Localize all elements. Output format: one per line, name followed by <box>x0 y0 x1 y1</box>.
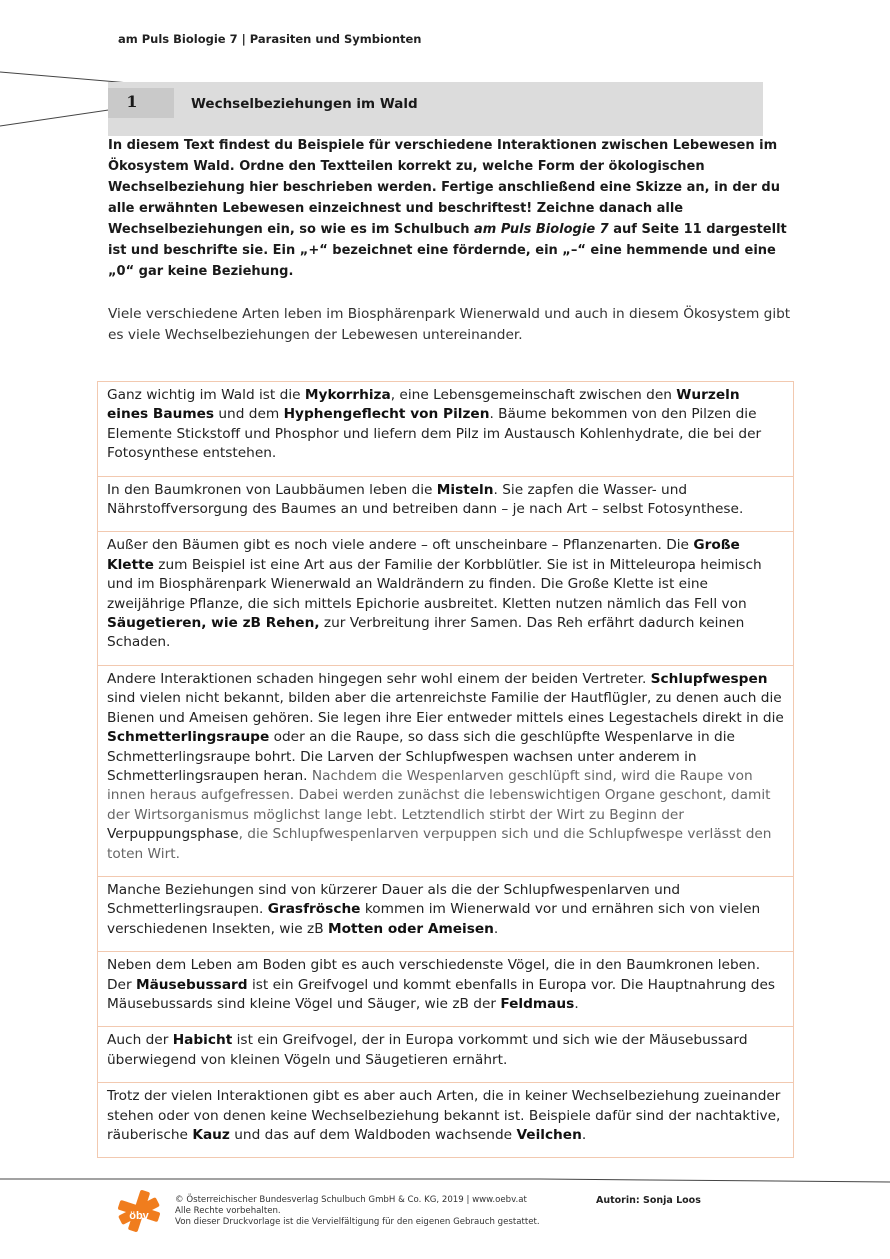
passage-maeusebussard: Neben dem Leben am Boden gibt es auch verschiedenste Vögel, die in den Baumkronen leben. Der Mäusebussard ist ein Greifvogel und kommt ebenfalls in Europa vor. Die Hauptnahrung des Mäusebussards sind kleine Vögel und Säuger, wie zB der Feldmaus. <box>98 952 794 1027</box>
author-credit: Autorin: Sonja Loos <box>596 1195 701 1206</box>
passage-misteln: In den Baumkronen von Laubbäumen leben die Misteln. Sie zapfen die Wasser- und Nährstoffversorgung des Baumes an und betreiben dann – je nach Art – selbst Fotosynthese. <box>98 476 794 532</box>
passage-schlupfwespen: Andere Interaktionen schaden hingegen sehr wohl einem der beiden Vertreter. Schlupfwespen sind vielen nicht bekannt, bilden aber die artenreichste Familie der Hautflügler, zu denen auch die Bienen und Ameisen gehören. Sie legen ihre Eier entweder mittels eines Legestachels direkt in die Schmetterlingsraupe oder an die Raupe, so dass sich die geschlüpfte Wespenlarve in die Schmetterlingsraupe bohrt. Die Larven der Schlupfwespen wachsen unter anderem in Schmetterlingsraupen heran. Nachdem die Wespenlarven geschlüpft sind, wird die Raupe von innen heraus aufgefressen. Dabei werden zunächst die lebenswichtigen Organe geschont, damit der Wirtsorganismus möglichst lange lebt. Letztendlich stirbt der Wirt zu Beginn der Verpuppungsphase, die Schlupfwespenlarven verpuppen sich und die Schlupfwespe verlässt den toten Wirt. <box>98 665 794 876</box>
oebv-logo <box>117 1189 161 1233</box>
copyright-line: © Österreichischer Bundesverlag Schulbuch GmbH & Co. KG, 2019 | www.oebv.at <box>175 1195 527 1205</box>
task-number: 1 <box>126 92 138 111</box>
rights-line: Alle Rechte vorbehalten. <box>175 1206 281 1216</box>
table-row <box>98 952 794 1027</box>
logo-text: öbv <box>129 1210 149 1222</box>
footer-text <box>175 1195 540 1228</box>
task-title: Wechselbeziehungen im Wald <box>191 96 418 112</box>
running-header: am Puls Biologie 7 | Parasiten und Symbionten <box>118 32 422 46</box>
passage-klette: Außer den Bäumen gibt es noch viele andere – oft unscheinbare – Pflanzenarten. Die Große Klette zum Beispiel ist eine Art aus der Familie der Korbblütler. Sie ist in Mitteleuropa heimisch und im Biosphärenpark Wienerwald an Waldrändern zu finden. Die Große Klette ist eine zweijährige Pflanze, die sich mittels Epichorie ausbreitet. Kletten nutzen nämlich das Fell von Säugetieren, wie zB Rehen, zur Verbreitung ihrer Samen. Das Reh erfährt dadurch keinen Schaden. <box>98 532 794 665</box>
passage-mykorrhiza: Ganz wichtig im Wald ist die Mykorrhiza, eine Lebensgemeinschaft zwischen den Wurzeln eines Baumes und dem Hyphengeflecht von Pilzen. Bäume bekommen von den Pilzen die Elemente Stickstoff und Phosphor und liefern dem Pilz im Austausch Kohlenhydrate, die bei der Fotosynthese entstehen. <box>98 382 794 477</box>
table-row <box>98 1027 794 1083</box>
passage-kauz-veilchen: Trotz der vielen Interaktionen gibt es aber auch Arten, die in keiner Wechselbeziehung zueinander stehen oder von denen keine Wechselbeziehung bekannt ist. Beispiele dafür sind der nachtaktive, räuberische Kauz und das auf dem Waldboden wachsende Veilchen. <box>98 1083 794 1158</box>
table-row <box>98 476 794 532</box>
book-title: am Puls Biologie 7 <box>473 222 609 237</box>
table-row <box>98 665 794 876</box>
table-row <box>98 382 794 477</box>
passage-grasfroesche: Manche Beziehungen sind von kürzerer Dauer als die der Schlupfwespenlarven und Schmetterlingsraupen. Grasfrösche kommen im Wienerwald vor und ernähren sich von vielen verschiedenen Insekten, wie zB Motten oder Ameisen. <box>98 876 794 951</box>
text-passages-table <box>97 381 794 1158</box>
task-instruction: In diesem Text findest du Beispiele für verschiedene Interaktionen zwischen Lebewesen im Ökosystem Wald. Ordne den Textteilen korrekt zu, welche Form der ökologischen Wechselbeziehung hier beschrieben werden. Fertige anschließend eine Skizze an, in der du alle erwähnten Lebewesen einzeichnest und beschriftest! Zeichne danach alle Wechselbeziehungen ein, so wie es im Schulbuch am Puls Biologie 7 auf Seite 11 dargestellt ist und beschrifte sie. Ein „+“ bezeichnet eine fördernde, ein „–“ eine hemmende und eine „0“ gar keine Beziehung. <box>108 138 787 279</box>
intro-text: Viele verschiedene Arten leben im Biosphärenpark Wienerwald und auch in diesem Ökosystem gibt es viele Wechselbeziehungen der Lebewesen untereinander. <box>108 306 791 343</box>
table-row <box>98 876 794 951</box>
footer-divider <box>0 1176 890 1188</box>
table-row <box>98 1083 794 1158</box>
table-row <box>98 532 794 665</box>
passage-habicht: Auch der Habicht ist ein Greifvogel, der in Europa vorkommt und sich wie der Mäusebussard überwiegend von kleinen Vögeln und Säugetieren ernährt. <box>98 1027 794 1083</box>
license-line: Von dieser Druckvorlage ist die Vervielfältigung für den eigenen Gebrauch gestattet. <box>175 1217 540 1227</box>
